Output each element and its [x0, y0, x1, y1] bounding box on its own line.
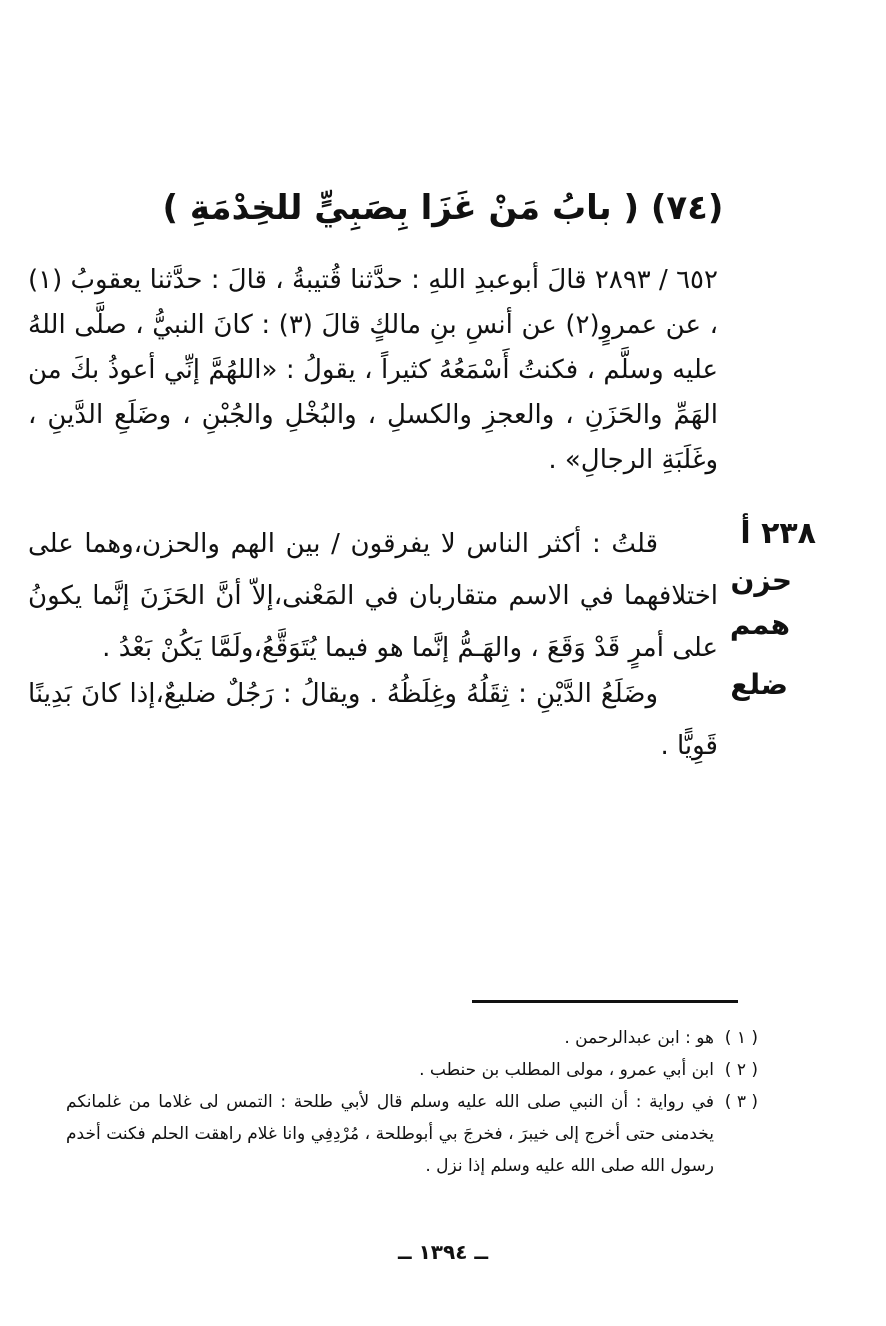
margin-note-number: ٢٣٨ أ	[740, 516, 816, 551]
footnote-1-text: هو : ابن عبدالرحمن .	[564, 1028, 714, 1048]
footnote-3-number: ( ٣ )	[724, 1092, 758, 1112]
footnote-1-number: ( ١ )	[724, 1028, 758, 1048]
footnote-3	[66, 1086, 758, 1182]
page-number: ــ ١٣٩٤ ــ	[397, 1240, 489, 1264]
footnote-2	[66, 1054, 758, 1086]
chapter-title: (٧٤) ( بابُ مَنْ غَزَا بِصَبِيٍّ للخِدْمَةِ )	[162, 188, 724, 228]
commentary-dala	[28, 668, 718, 772]
margin-keyword-huzn: حزن	[730, 564, 792, 597]
footnote-divider	[472, 1000, 738, 1003]
commentary-dala-text: وضَلَعُ الدَّيْنِ : ثِقَلُهُ وغِلَظُهُ . ويقالُ : رَجُلٌ ضليعٌ،إذا كانَ بَدِينًا قَوِيًّا .	[28, 679, 718, 761]
commentary-huzn-hamm	[28, 518, 718, 674]
hadith-text	[28, 258, 718, 483]
footnote-1	[66, 1022, 758, 1054]
margin-keyword-dala: ضلع	[730, 668, 788, 701]
margin-keyword-hamm: همم	[729, 608, 790, 641]
footnote-2-number: ( ٢ )	[724, 1060, 758, 1080]
commentary-huzn-hamm-text: قلتُ : أكثر الناس لا يفرقون / بين الهم والحزن،وهما على اختلافهما في الاسم متقاربان في المَعْنى،إلاّ أنَّ الحَزَنَ إنَّما يكونُ على أمرٍ قَدْ وَقَعَ ، والهَـمُّ إنَّما هو فيما يُتَوَقَّعُ،ولَمَّا يَكُنْ بَعْدُ .	[28, 529, 718, 663]
hadith-paragraph: ٦٥٢ / ٢٨٩٣ قالَ أبوعبدِ اللهِ : حدَّثنا قُتيبةُ ، قالَ : حدَّثنا يعقوبُ (١) ، عن عمروٍ(٢) عن أنسِ بنِ مالكٍ قالَ (٣) : كانَ النبيُّ ، صلَّى اللهُ عليه وسلَّم ، فكنتُ أَسْمَعُهُ كثيراً ، يقولُ : «اللهُمَّ إنِّي أعوذُ بكَ من الهَمِّ والحَزَنِ ، والعجزِ والكسلِ ، والبُخْلِ والجُبْنِ ، وضَلَعِ الدَّينِ ، وغَلَبَةِ الرجالِ» .	[28, 265, 718, 475]
footnote-3-text: في رواية : أن النبي صلى الله عليه وسلم قال لأبي طلحة : التمس لى غلاما من غلمانكم يخدمنى حتى أخرج إلى خيبرَ ، فخرجَ بي أبوطلحة ، مُرْدِفِي وانا غلام راهقت الحلم فكنت أخدم رسول الله صلى الله عليه وسلم إذا نزل .	[66, 1092, 714, 1176]
footnotes	[66, 1022, 758, 1182]
footnote-2-text: ابن أبي عمرو ، مولى المطلب بن حنطب .	[419, 1060, 714, 1080]
